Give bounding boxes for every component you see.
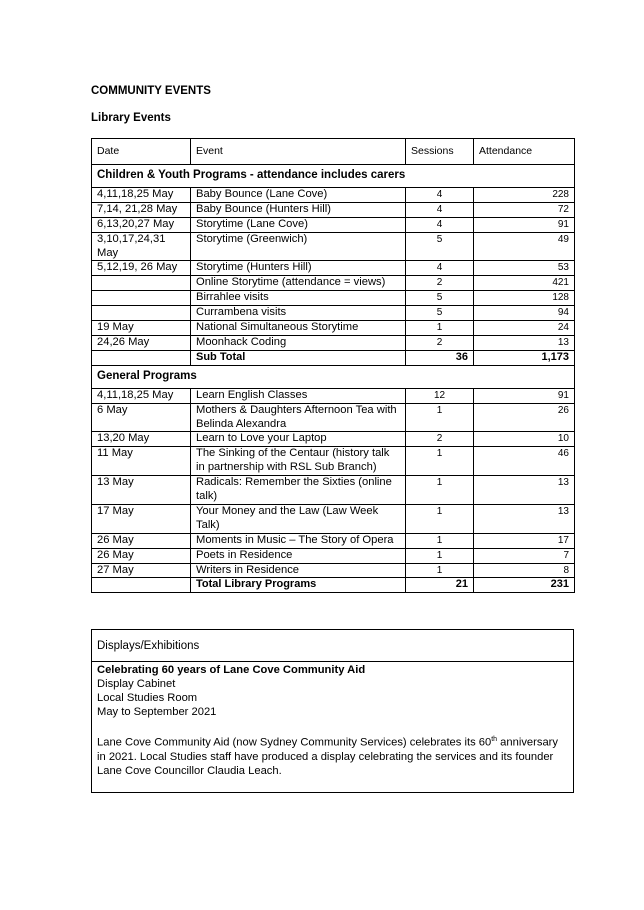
cell-date: 11 May bbox=[92, 447, 191, 476]
cell-attendance: 91 bbox=[474, 388, 575, 403]
cell-date bbox=[92, 306, 191, 321]
cell-event: Radicals: Remember the Sixties (online talk) bbox=[191, 476, 406, 505]
cell-sessions: 2 bbox=[406, 335, 474, 350]
cell-sessions: 5 bbox=[406, 291, 474, 306]
total-sessions: 36 bbox=[406, 350, 474, 365]
cell-event: National Simultaneous Storytime bbox=[191, 321, 406, 336]
cell-sessions: 5 bbox=[406, 306, 474, 321]
section-title: General Programs bbox=[92, 365, 575, 388]
display-location: Display Cabinet bbox=[97, 678, 176, 690]
table-row bbox=[92, 276, 575, 291]
header-sessions: Sessions bbox=[406, 139, 474, 165]
cell-attendance: 8 bbox=[474, 563, 575, 578]
table-header-row bbox=[92, 139, 575, 165]
table-row bbox=[92, 563, 575, 578]
cell-date: 26 May bbox=[92, 548, 191, 563]
cell-event: Baby Bounce (Hunters Hill) bbox=[191, 202, 406, 217]
cell-sessions: 2 bbox=[406, 276, 474, 291]
total-sessions: 21 bbox=[406, 578, 474, 593]
table-row bbox=[92, 306, 575, 321]
table-row bbox=[92, 291, 575, 306]
section-row bbox=[92, 165, 575, 188]
cell-date: 4,11,18,25 May bbox=[92, 388, 191, 403]
cell-attendance: 94 bbox=[474, 306, 575, 321]
table-row bbox=[92, 447, 575, 476]
displays-body bbox=[92, 662, 573, 792]
total-label: Total Library Programs bbox=[191, 578, 406, 593]
section-heading: Library Events bbox=[91, 112, 171, 124]
cell-attendance: 13 bbox=[474, 504, 575, 533]
cell-sessions: 1 bbox=[406, 447, 474, 476]
cell-event: Storytime (Hunters Hill) bbox=[191, 261, 406, 276]
library-events-table bbox=[91, 138, 575, 593]
cell-date: 13 May bbox=[92, 476, 191, 505]
cell-sessions: 4 bbox=[406, 187, 474, 202]
cell-date: 26 May bbox=[92, 533, 191, 548]
cell-event: Online Storytime (attendance = views) bbox=[191, 276, 406, 291]
cell-date bbox=[92, 350, 191, 365]
header-event: Event bbox=[191, 139, 406, 165]
table-row bbox=[92, 504, 575, 533]
cell-attendance: 128 bbox=[474, 291, 575, 306]
cell-sessions: 1 bbox=[406, 548, 474, 563]
page-heading: COMMUNITY EVENTS bbox=[91, 85, 211, 97]
cell-attendance: 13 bbox=[474, 476, 575, 505]
cell-event: Storytime (Greenwich) bbox=[191, 232, 406, 261]
cell-attendance: 228 bbox=[474, 187, 575, 202]
cell-sessions: 1 bbox=[406, 504, 474, 533]
cell-date bbox=[92, 276, 191, 291]
cell-date: 24,26 May bbox=[92, 335, 191, 350]
display-description: Lane Cove Community Aid (now Sydney Community Services) celebrates its 60th anniversary in 2021. Local Studies staff have produced a display celebrating the services and its founder Lane Cove Councillor Claudia Leach. bbox=[97, 736, 558, 777]
cell-sessions: 5 bbox=[406, 232, 474, 261]
cell-sessions: 1 bbox=[406, 476, 474, 505]
cell-attendance: 421 bbox=[474, 276, 575, 291]
cell-date bbox=[92, 578, 191, 593]
section-row bbox=[92, 365, 575, 388]
cell-event: Writers in Residence bbox=[191, 563, 406, 578]
table-row bbox=[92, 388, 575, 403]
total-row bbox=[92, 578, 575, 593]
cell-date: 13,20 May bbox=[92, 432, 191, 447]
cell-event: Learn English Classes bbox=[191, 388, 406, 403]
cell-sessions: 1 bbox=[406, 563, 474, 578]
cell-date: 6,13,20,27 May bbox=[92, 217, 191, 232]
table-row bbox=[92, 202, 575, 217]
cell-date: 7,14, 21,28 May bbox=[92, 202, 191, 217]
cell-sessions: 12 bbox=[406, 388, 474, 403]
total-label: Sub Total bbox=[191, 350, 406, 365]
cell-event: Mothers & Daughters Afternoon Tea with Belinda Alexandra bbox=[191, 403, 406, 432]
cell-event: Poets in Residence bbox=[191, 548, 406, 563]
display-dates: May to September 2021 bbox=[97, 706, 217, 718]
total-attendance: 231 bbox=[474, 578, 575, 593]
cell-attendance: 46 bbox=[474, 447, 575, 476]
table-row bbox=[92, 403, 575, 432]
cell-event: Moonhack Coding bbox=[191, 335, 406, 350]
table-row bbox=[92, 335, 575, 350]
cell-event: Birrahlee visits bbox=[191, 291, 406, 306]
cell-event: The Sinking of the Centaur (history talk in partnership with RSL Sub Branch) bbox=[191, 447, 406, 476]
header-date: Date bbox=[92, 139, 191, 165]
cell-date: 3,10,17,24,31 May bbox=[92, 232, 191, 261]
cell-date: 27 May bbox=[92, 563, 191, 578]
cell-sessions: 4 bbox=[406, 261, 474, 276]
cell-sessions: 1 bbox=[406, 321, 474, 336]
cell-date: 19 May bbox=[92, 321, 191, 336]
displays-box bbox=[91, 629, 574, 793]
cell-date: 6 May bbox=[92, 403, 191, 432]
cell-event: Currambena visits bbox=[191, 306, 406, 321]
cell-sessions: 4 bbox=[406, 217, 474, 232]
cell-event: Moments in Music – The Story of Opera bbox=[191, 533, 406, 548]
table-row bbox=[92, 432, 575, 447]
section-title: Children & Youth Programs - attendance includes carers bbox=[92, 165, 575, 188]
cell-sessions: 4 bbox=[406, 202, 474, 217]
cell-event: Your Money and the Law (Law Week Talk) bbox=[191, 504, 406, 533]
cell-date: 17 May bbox=[92, 504, 191, 533]
table-row bbox=[92, 533, 575, 548]
cell-date: 5,12,19, 26 May bbox=[92, 261, 191, 276]
display-room: Local Studies Room bbox=[97, 692, 198, 704]
cell-event: Storytime (Lane Cove) bbox=[191, 217, 406, 232]
table-row bbox=[92, 217, 575, 232]
cell-sessions: 1 bbox=[406, 533, 474, 548]
total-row bbox=[92, 350, 575, 365]
total-attendance: 1,173 bbox=[474, 350, 575, 365]
cell-attendance: 26 bbox=[474, 403, 575, 432]
cell-event: Learn to Love your Laptop bbox=[191, 432, 406, 447]
cell-event: Baby Bounce (Lane Cove) bbox=[191, 187, 406, 202]
displays-title: Displays/Exhibitions bbox=[92, 630, 573, 662]
table-row bbox=[92, 476, 575, 505]
cell-sessions: 2 bbox=[406, 432, 474, 447]
cell-attendance: 91 bbox=[474, 217, 575, 232]
table-row bbox=[92, 232, 575, 261]
header-attendance: Attendance bbox=[474, 139, 575, 165]
cell-attendance: 7 bbox=[474, 548, 575, 563]
cell-attendance: 10 bbox=[474, 432, 575, 447]
cell-attendance: 13 bbox=[474, 335, 575, 350]
table-row bbox=[92, 261, 575, 276]
cell-attendance: 17 bbox=[474, 533, 575, 548]
cell-date: 4,11,18,25 May bbox=[92, 187, 191, 202]
cell-attendance: 53 bbox=[474, 261, 575, 276]
table-row bbox=[92, 187, 575, 202]
cell-date bbox=[92, 291, 191, 306]
table-row bbox=[92, 321, 575, 336]
cell-attendance: 49 bbox=[474, 232, 575, 261]
cell-attendance: 72 bbox=[474, 202, 575, 217]
display-item-title: Celebrating 60 years of Lane Cove Community Aid bbox=[97, 664, 366, 676]
cell-sessions: 1 bbox=[406, 403, 474, 432]
cell-attendance: 24 bbox=[474, 321, 575, 336]
table-row bbox=[92, 548, 575, 563]
